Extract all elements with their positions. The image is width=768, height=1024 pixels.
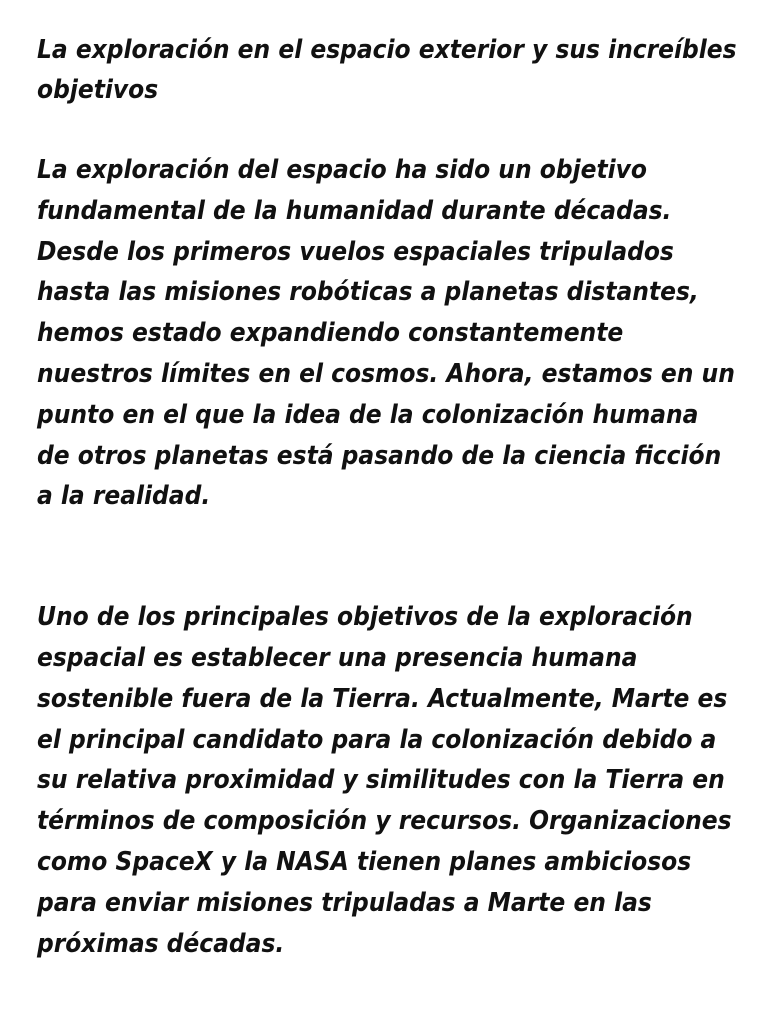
paragraph-objectives: Uno de los principales objetivos de la exploración espacial es establecer una presencia humana sostenible fuera de la Tierra. Actualmente, Marte es el principal candidato para la colonización debido a su relativa proximidad y similitudes con la Tierra en términos de composición y recursos. Organizaciones como SpaceX y la NASA tienen planes ambiciosos para enviar misiones tripuladas a Marte en las próximas décadas. xyxy=(37,602,732,959)
paragraph-intro: La exploración del espacio ha sido un objetivo fundamental de la humanidad durante décadas. Desde los primeros vuelos espaciales tripulados hasta las misiones robóticas a planetas distantes, hemos estado expandiendo constantemente nuestros límites en el cosmos. Ahora, estamos en un punto en el que la idea de la colonización humana de otros planetas está pasando de la ciencia ficción a la realidad. xyxy=(37,155,735,512)
document-title: La exploración en el espacio exterior y sus increíbles objetivos xyxy=(37,35,737,105)
document-page xyxy=(37,30,737,964)
